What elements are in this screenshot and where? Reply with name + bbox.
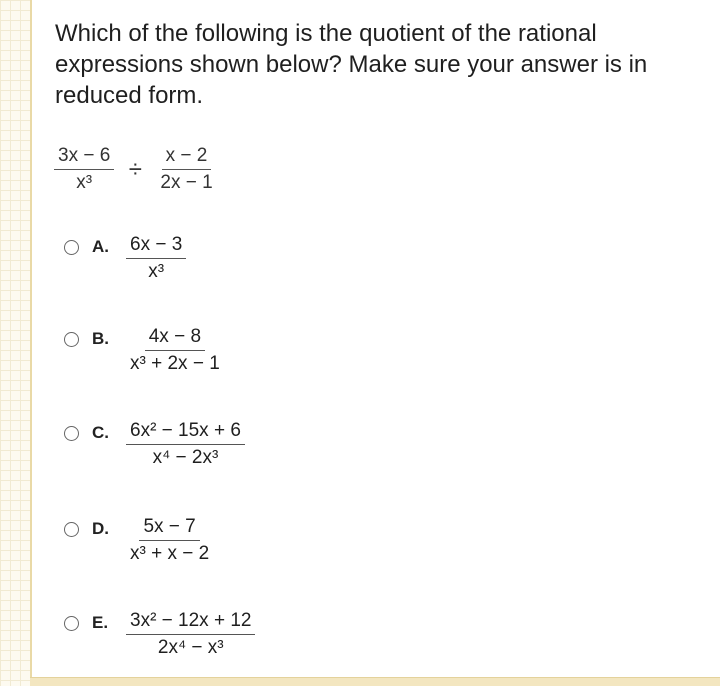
- question-panel: [32, 0, 720, 677]
- choice-letter-d: D.: [92, 519, 109, 538]
- right-denominator: 2x − 1: [160, 172, 213, 193]
- right-fraction: [156, 145, 216, 194]
- radio-button-b[interactable]: [64, 332, 79, 347]
- question-text: Which of the following is the quotient of the rational expressions shown below? Make sure your answer is in reduced form.: [55, 20, 648, 109]
- radio-button-d[interactable]: [64, 522, 79, 537]
- choice-letter-c: C.: [92, 423, 109, 442]
- choice-c-denominator: x⁴ − 2x³: [152, 447, 219, 468]
- choice-c-numerator: 6x² − 15x + 6: [126, 420, 245, 445]
- left-numerator: 3x − 6: [54, 145, 114, 170]
- choice-e-numerator: 3x² − 12x + 12: [126, 610, 255, 635]
- choice-d-fraction: [126, 516, 213, 565]
- choice-a-numerator: 6x − 3: [126, 234, 186, 259]
- left-denominator: x³: [76, 172, 93, 193]
- division-operator: ÷: [128, 155, 142, 183]
- choice-c[interactable]: [64, 420, 245, 469]
- choice-b[interactable]: [64, 326, 224, 375]
- radio-button-e[interactable]: [64, 616, 79, 631]
- left-fraction: [54, 145, 114, 194]
- choice-d-numerator: 5x − 7: [139, 516, 199, 541]
- choice-e[interactable]: [64, 610, 255, 659]
- choice-a-denominator: x³: [148, 261, 165, 282]
- choice-c-fraction: [126, 420, 245, 469]
- choice-a-fraction: [126, 234, 186, 283]
- choice-e-denominator: 2x⁴ − x³: [157, 637, 224, 658]
- right-numerator: x − 2: [162, 145, 212, 170]
- bottom-bar: [30, 677, 720, 686]
- radio-button-a[interactable]: [64, 240, 79, 255]
- choice-b-numerator: 4x − 8: [145, 326, 205, 351]
- choice-d[interactable]: [64, 516, 213, 565]
- choice-e-fraction: [126, 610, 255, 659]
- choice-letter-e: E.: [92, 613, 109, 632]
- choice-letter-b: B.: [92, 329, 109, 348]
- radio-button-c[interactable]: [64, 426, 79, 441]
- choice-b-fraction: [126, 326, 224, 375]
- choice-d-denominator: x³ + x − 2: [130, 543, 210, 564]
- given-expression: [54, 145, 217, 194]
- left-gutter-grid: [0, 0, 30, 686]
- choice-b-denominator: x³ + 2x − 1: [130, 353, 220, 374]
- choice-a[interactable]: [64, 234, 186, 283]
- choice-letter-a: A.: [92, 237, 109, 256]
